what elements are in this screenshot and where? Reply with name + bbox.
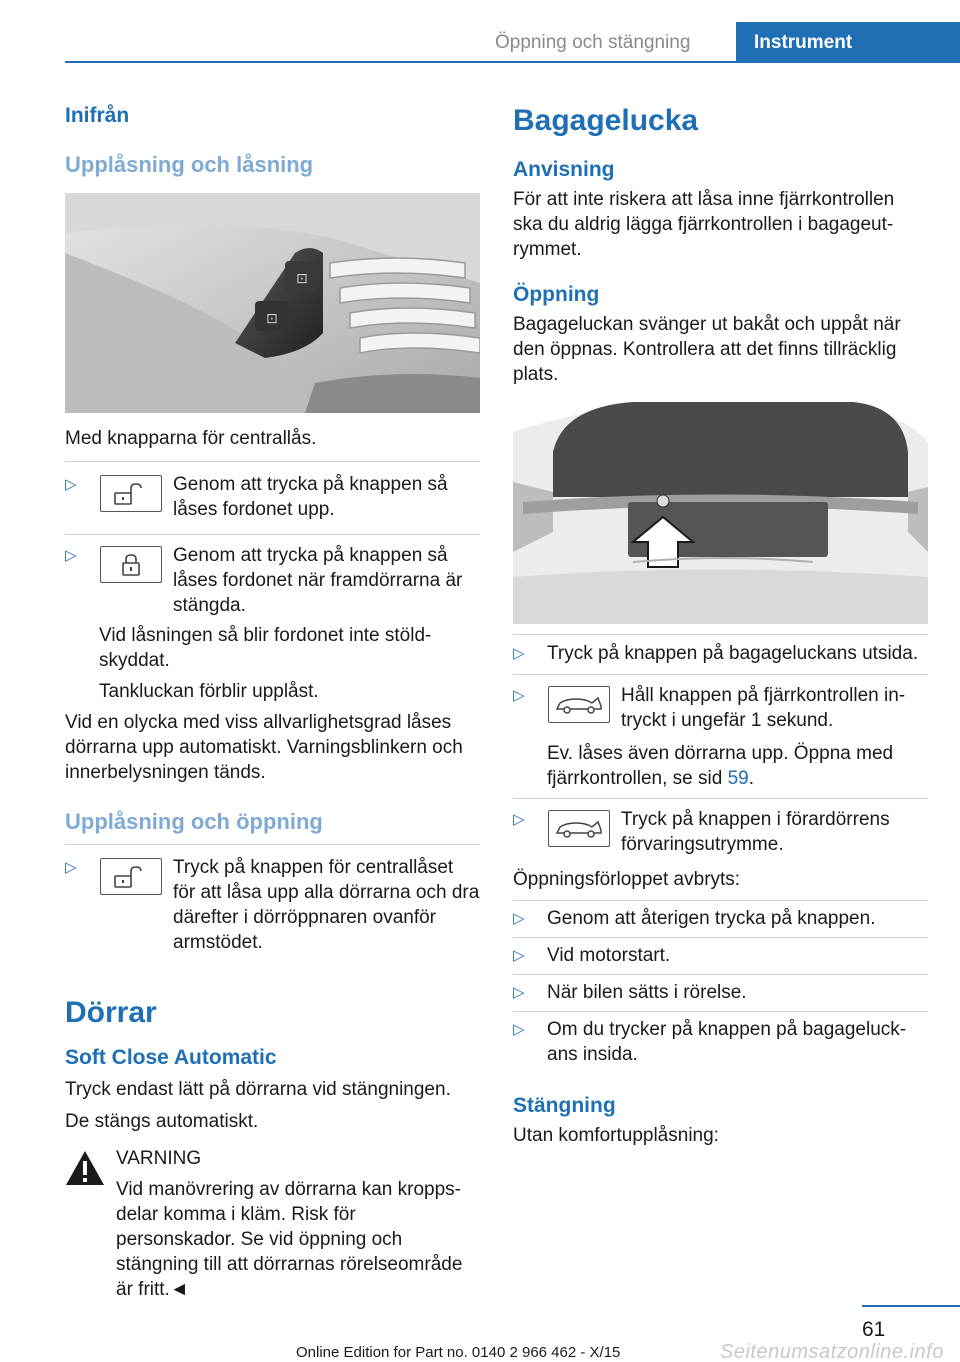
heading-oppning: Öppning (513, 283, 600, 306)
bullet-lock-note-1: Vid låsningen så blir fordonet inte stöldskyddat. (99, 625, 432, 671)
warning-text-wrap (65, 1177, 480, 1302)
abort-item-3 (513, 980, 928, 1005)
divider (513, 798, 928, 799)
note-text: Ev. låses även dörrarna upp. Öppna med fjärrkontrollen, se sid (547, 743, 894, 789)
photo-caption: Med knapparna för centrallås. (65, 428, 317, 449)
unlock-button-icon (100, 858, 162, 895)
anvisning-text: För att inte riskera att låsa inne fjärrkontrollen ska du aldrig lägga fjärrkontrollen i bagageutrymmet. (513, 189, 895, 260)
divider (65, 844, 480, 845)
car-trunk-button-icon (548, 810, 610, 847)
bullet-driver-door-button (513, 807, 928, 857)
footer-rule (862, 1305, 960, 1307)
abort-item-1 (513, 906, 928, 931)
lock-button-icon (100, 546, 162, 583)
bullet-triangle-icon: ▷ (65, 859, 77, 876)
divider (513, 974, 928, 975)
oppning-text: Bagageluckan svänger ut bakåt och uppåt när den öppnas. Kontrollera att det finns tillräcklig plats. (513, 314, 901, 385)
divider (513, 900, 928, 901)
warning-block (65, 1146, 480, 1302)
bullet-remote-trunk (513, 683, 928, 737)
abort-item-1-text: Genom att återigen trycka på knappen. (547, 908, 876, 929)
abort-item-4-text: Om du trycker på knappen på bagageluckans insida. (547, 1019, 907, 1065)
bullet-central-unlock (65, 855, 480, 955)
bullet-triangle-icon: ▷ (513, 984, 525, 1001)
bullet-triangle-icon: ▷ (513, 687, 525, 704)
abort-item-3-text: När bilen sätts i rörelse. (547, 982, 747, 1003)
trunk-lid-photo (513, 402, 928, 624)
divider (65, 534, 480, 535)
left-column (65, 95, 480, 1302)
bullet-unlock-text: Genom att trycka på knappen så låses fordonet upp. (173, 474, 448, 520)
header-chapter-tab: Instrument (736, 22, 960, 63)
divider (513, 937, 928, 938)
abort-item-2-text: Vid motorstart. (547, 945, 671, 966)
heading-upplasning-lasning: Upplåsning och låsning (65, 152, 314, 177)
door-lock-buttons-photo (65, 193, 480, 413)
warning-title: VARNING (116, 1148, 202, 1169)
svg-text:⊡: ⊡ (296, 271, 308, 287)
heading-stangning: Stängning (513, 1094, 616, 1117)
heading-soft-close: Soft Close Automatic (65, 1046, 277, 1069)
bullet-remote-trunk-text: Håll knappen på fjärrkontrollen intryckt i ungefär 1 sekund. (621, 685, 906, 731)
bullet-triangle-icon: ▷ (513, 947, 525, 964)
bullet-central-unlock-text: Tryck på knappen för centrallåset för att låsa upp alla dörrarna och dra därefter i dörröppnaren ovanför armstödet. (173, 857, 480, 953)
bullet-unlock (65, 472, 480, 526)
note-period: . (748, 768, 754, 789)
page-link-59[interactable]: 59 (727, 768, 749, 789)
abort-item-4 (513, 1017, 928, 1067)
abort-intro: Öppningsförloppet avbryts: (513, 869, 741, 890)
warning-triangle-icon (65, 1150, 105, 1193)
soft-close-text-1: Tryck endast lätt på dörrarna vid stängningen. (65, 1079, 451, 1100)
bullet-lock-text: Genom att trycka på knappen så låses fordonet när framdörrarna är stängda. (173, 545, 463, 616)
soft-close-text-2: De stängs automatiskt. (65, 1111, 259, 1132)
bullet-remote-trunk-note (513, 741, 928, 791)
heading-inifran: Inifrån (65, 104, 130, 127)
header-section-title: Öppning och stängning (495, 32, 691, 53)
bullet-trunk-outside (513, 641, 928, 666)
bullet-triangle-icon: ▷ (513, 1021, 525, 1038)
bullet-lock-note-2: Tankluckan förblir upplåst. (99, 681, 319, 702)
divider (513, 674, 928, 675)
divider (65, 461, 480, 462)
right-column (513, 95, 928, 1148)
stangning-text: Utan komfortupplåsning: (513, 1125, 719, 1146)
bullet-driver-door-button-text: Tryck på knappen i förardörrens förvaringsutrymme. (621, 809, 890, 855)
svg-text:⊡: ⊡ (266, 311, 278, 327)
bullet-triangle-icon: ▷ (513, 910, 525, 927)
divider (513, 1011, 928, 1012)
unlock-button-icon (100, 475, 162, 512)
divider (513, 634, 928, 635)
bullet-lock (65, 543, 480, 618)
bullet-triangle-icon: ▷ (513, 645, 525, 662)
bullet-triangle-icon: ▷ (65, 476, 77, 493)
crash-unlock-text: Vid en olycka med viss allvarlighetsgrad låses dörrarna upp automatiskt. Varningsblinkern och innerbelysningen tänds. (65, 712, 463, 783)
heading-upplasning-oppning: Upplåsning och öppning (65, 809, 323, 834)
header-rule (65, 61, 960, 63)
bullet-triangle-icon: ▷ (65, 547, 77, 564)
page-number: 61 (862, 1318, 886, 1341)
bullet-triangle-icon: ▷ (513, 811, 525, 828)
bullet-trunk-outside-text: Tryck på knappen på bagageluckans utsida. (547, 643, 919, 664)
heading-bagagelucka: Bagagelucka (513, 104, 699, 137)
heading-dorrar: Dörrar (65, 996, 157, 1029)
heading-anvisning: Anvisning (513, 158, 615, 181)
abort-item-2 (513, 943, 928, 968)
watermark: Seitenumsatzonline.info (720, 1341, 944, 1362)
car-trunk-button-icon (548, 686, 610, 723)
footer-edition: Online Edition for Part no. 0140 2 966 462 - X/15 (296, 1344, 621, 1361)
warning-text: Vid manövrering av dörrarna kan kroppsdelar komma i kläm. Risk för personskador. Se vid öppning och stängning till att dörrarnas rörelseområde är fritt.◄ (116, 1179, 463, 1300)
